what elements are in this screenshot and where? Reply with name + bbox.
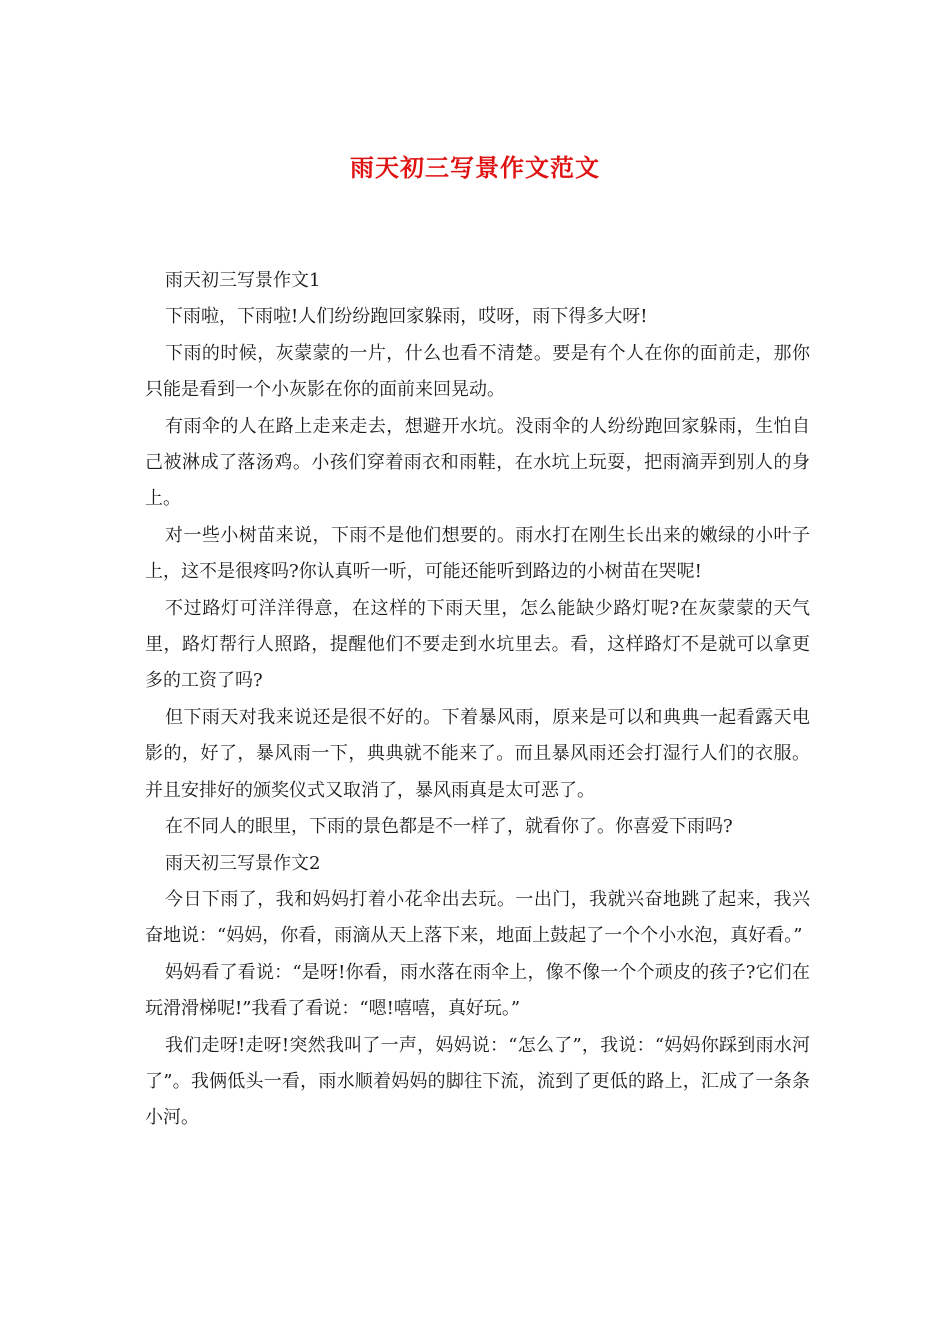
paragraph: 我们走呀!走呀!突然我叫了一声，妈妈说：“怎么了”，我说：“妈妈你踩到雨水河了”。我俩低头一看，雨水顺着妈妈的脚往下流，流到了更低的路上，汇成了一条条小河。 <box>145 1034 810 1129</box>
paragraph: 在不同人的眼里，下雨的景色都是不一样了，就看你了。你喜爱下雨吗? <box>165 816 733 838</box>
paragraph: 下雨的时候，灰蒙蒙的一片，什么也看不清楚。要是有个人在你的面前走，那你只能是看到一个小灰影在你的面前来回晃动。 <box>145 342 810 401</box>
paragraph: 今日下雨了，我和妈妈打着小花伞出去玩。一出门，我就兴奋地跳了起来，我兴奋地说：“妈妈，你看，雨滴从天上落下来，地面上鼓起了一个个小水泡，真好看。” <box>145 888 810 947</box>
paragraph: 妈妈看了看说：“是呀!你看，雨水落在雨伞上，像不像一个个顽皮的孩子?它们在玩滑滑梯呢!”我看了看说：“嗯!嘻嘻，真好玩。” <box>145 961 810 1020</box>
section-heading-1: 雨天初三写景作文1 <box>165 270 321 291</box>
paragraph: 但下雨天对我来说还是很不好的。下着暴风雨，原来是可以和典典一起看露天电影的，好了，暴风雨一下，典典就不能来了。而且暴风雨还会打湿行人们的衣服。并且安排好的颁奖仪式又取消了，暴风雨真是太可恶了。 <box>145 706 810 801</box>
document-title: 雨天初三写景作文范文 <box>350 153 600 182</box>
document-body <box>145 263 810 1137</box>
paragraph: 对一些小树苗来说，下雨不是他们想要的。雨水打在刚生长出来的嫩绿的小叶子上，这不是很疼吗?你认真听一听，可能还能听到路边的小树苗在哭呢! <box>145 524 810 583</box>
paragraph: 不过路灯可洋洋得意，在这样的下雨天里，怎么能缺少路灯呢?在灰蒙蒙的天气里，路灯帮行人照路，提醒他们不要走到水坑里去。看，这样路灯不是就可以拿更多的工资了吗? <box>145 597 810 692</box>
paragraph: 下雨啦，下雨啦!人们纷纷跑回家躲雨，哎呀，雨下得多大呀! <box>165 306 648 328</box>
section-heading-2: 雨天初三写景作文2 <box>165 852 321 874</box>
paragraph: 有雨伞的人在路上走来走去，想避开水坑。没雨伞的人纷纷跑回家躲雨，生怕自己被淋成了落汤鸡。小孩们穿着雨衣和雨鞋，在水坑上玩耍，把雨滴弄到别人的身上。 <box>145 415 810 510</box>
